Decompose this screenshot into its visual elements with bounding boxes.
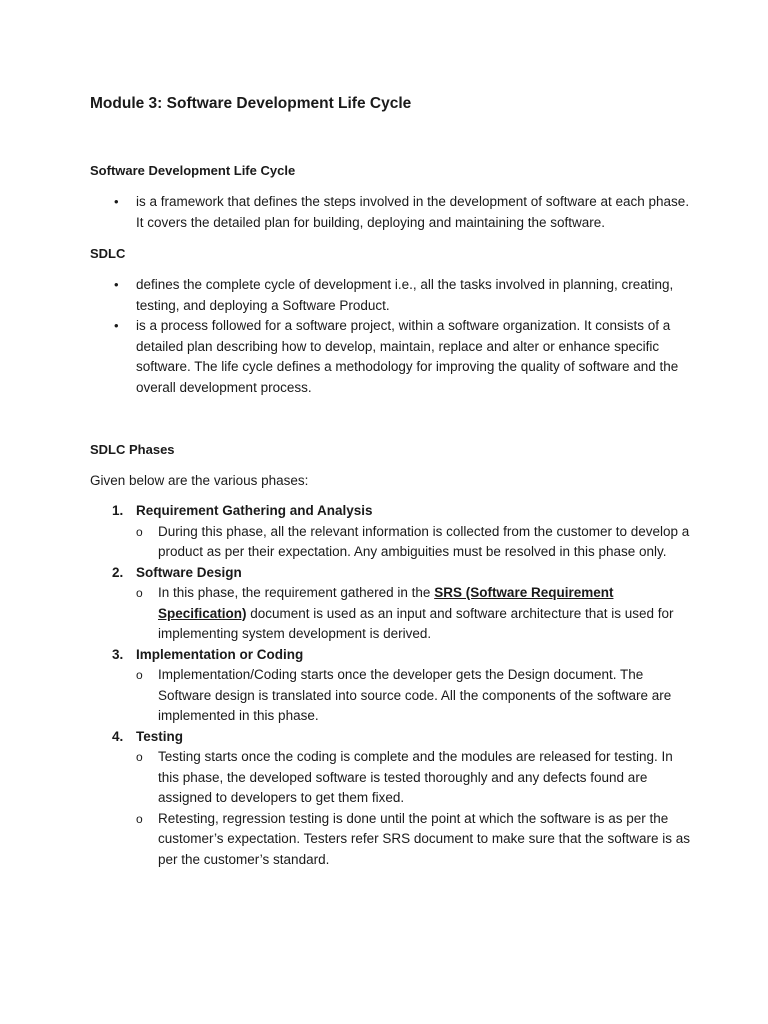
sub-item (136, 522, 690, 563)
phase-title: Software Design (136, 564, 242, 580)
circle-bullet-icon: o (136, 811, 143, 826)
sub-item (136, 809, 690, 871)
phases-intro: Given below are the various phases: (90, 473, 309, 488)
sub-item-text-before: In this phase, the requirement gathered in the (158, 585, 435, 600)
phase-title: Testing (136, 728, 183, 744)
phase-number: 4. (112, 728, 124, 744)
section-heading-sdlc: SDLC (90, 246, 126, 261)
phase-sub-list (136, 747, 690, 870)
bullet-icon: • (114, 318, 119, 333)
phase-number: 2. (112, 564, 124, 580)
list-item-text: is a framework that defines the steps involved in the development of software at each phase. It covers the detailed plan for building, deploying and maintaining the software. (136, 194, 690, 230)
phase-sub-list (136, 522, 690, 563)
sub-item-text: Retesting, regression testing is done until the point at which the software is as per the customer’s expectation. Testers refer SRS document to make sure that the software is as per the customer’s standard. (158, 810, 690, 867)
phase-number: 1. (112, 503, 124, 518)
sub-item (136, 665, 690, 727)
list-item (90, 275, 690, 316)
sub-item-text-after: document is used as an input and software architecture that is used for implementing system development is derived. (158, 605, 674, 641)
phase-number: 3. (112, 646, 124, 662)
list-item-text: is a process followed for a software project, within a software organization. It consists of a detailed plan describing how to develop, maintain, replace and alter or enhance specific software. The life cycle defines a methodology for improving the quality of software and the overall development process. (136, 318, 679, 395)
phase-item-implementation (90, 645, 690, 727)
phase-sub-list (136, 665, 690, 727)
srs-link[interactable]: SRS (Software Requirement Specification) (158, 585, 614, 621)
bullet-list-sdlc (90, 275, 690, 398)
bullet-icon: • (114, 194, 119, 209)
circle-bullet-icon: o (136, 524, 143, 539)
circle-bullet-icon: o (136, 668, 143, 682)
phase-item-design (90, 563, 690, 645)
phase-title: Requirement Gathering and Analysis (136, 503, 373, 518)
phases-list (90, 501, 690, 870)
list-item-text: defines the complete cycle of development i.e., all the tasks involved in planning, creating, testing, and deploying a Software Product. (136, 277, 674, 313)
phase-title: Implementation or Coding (136, 646, 304, 662)
list-item (90, 316, 690, 398)
page-title: Module 3: Software Development Life Cycle (90, 95, 412, 112)
phase-sub-list (136, 583, 690, 645)
list-item (90, 192, 690, 233)
bullet-icon: • (114, 277, 119, 292)
sub-item (136, 583, 690, 645)
sub-item-text: Implementation/Coding starts once the developer gets the Design document. The Software design is translated into source code. All the components of the software are implemented in this phase. (158, 667, 672, 723)
section-heading-sdlc-phases: SDLC Phases (90, 442, 175, 457)
section-heading-sdlc-definition: Software Development Life Cycle (90, 163, 296, 178)
sub-item-text: During this phase, all the relevant information is collected from the customer to develop a product as per their expectation. Any ambiguities must be resolved in this phase only. (158, 523, 690, 559)
circle-bullet-icon: o (136, 586, 143, 600)
phase-item-requirements (90, 501, 690, 563)
circle-bullet-icon: o (136, 750, 143, 764)
sub-item (136, 747, 690, 809)
bullet-list-sdlc-definition (90, 192, 690, 233)
phase-item-testing (90, 727, 690, 871)
sub-item-text: Testing starts once the coding is complete and the modules are released for testing. In this phase, the developed software is tested thoroughly and any defects found are assigned to developers to get them fixed. (158, 749, 673, 805)
